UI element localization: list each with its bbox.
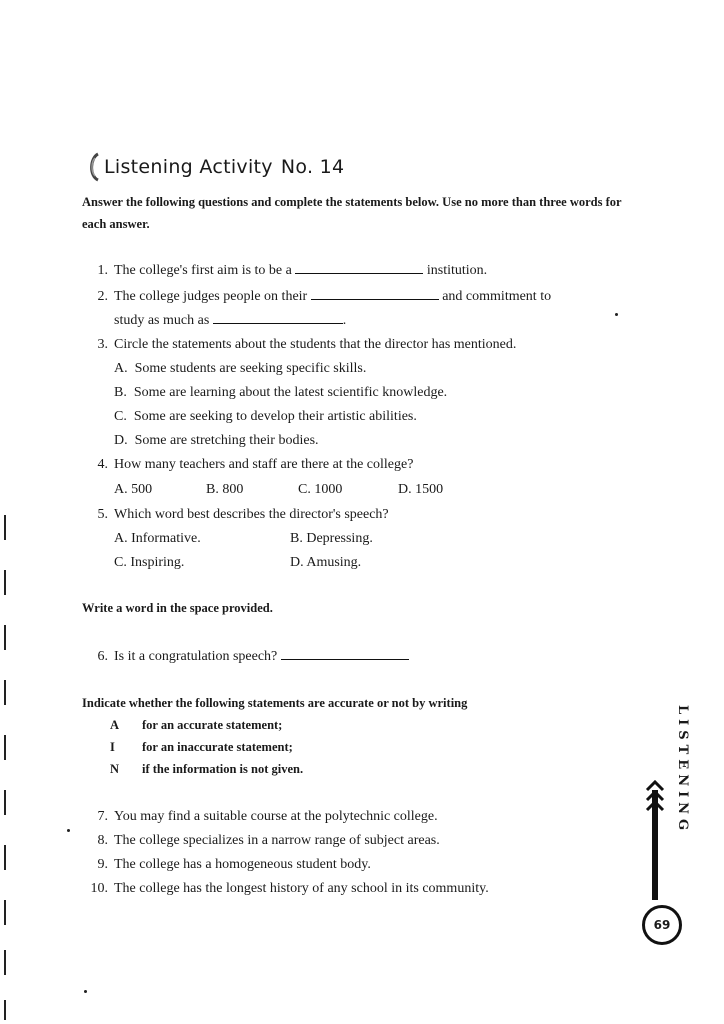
key-not-given: N if the information is not given. [110,762,304,776]
scan-dot [84,990,87,993]
option-3a[interactable]: A. Some students are seeking specific skills. [114,361,367,376]
question-9: 9. The college has a homogeneous student body. [97,857,371,872]
page-title [86,152,344,182]
question-2-continued: study as much as . [114,309,346,333]
question-5-options-row2 [114,551,514,575]
question-7: 7. You may find a suitable course at the polytechnic college. [97,809,438,824]
question-5-options-row1 [114,527,514,551]
question-8: 8. The college specializes in a narrow range of subject areas. [97,833,440,848]
answer-blank-2a[interactable] [311,285,439,300]
title-word-activity: Activity [199,156,273,178]
question-4-options [114,478,514,502]
key-accurate: A for an accurate statement; [110,718,283,732]
question-10: 10. The college has the longest history of any school in its community. [90,881,489,896]
option-5a[interactable]: A. Informative. [114,531,201,546]
question-3: 3. Circle the statements about the students that the director has mentioned. [97,337,517,352]
option-4c[interactable]: C. 1000 [298,482,343,497]
margin-mark [4,680,6,705]
question-1: 1. The college's first aim is to be a institution. [82,259,487,283]
question-4: 4. How many teachers and staff are there at the college? [97,457,414,472]
margin-mark [4,845,6,870]
option-5c[interactable]: C. Inspiring. [114,555,185,570]
side-decoration-bar [652,790,658,900]
margin-mark [4,950,6,975]
scan-dot [615,313,618,316]
instructions-indicate: Indicate whether the following statements are accurate or not by writing [82,696,468,710]
instructions-write-word: Write a word in the space provided. [82,601,273,615]
option-3c[interactable]: C. Some are seeking to develop their artistic abilities. [114,409,417,424]
margin-mark [4,515,6,540]
key-inaccurate: I for an inaccurate statement; [110,740,293,754]
page-number: 69 [642,905,682,945]
section-side-label: LISTENING [675,705,690,836]
option-4a[interactable]: A. 500 [114,482,153,497]
margin-mark [4,735,6,760]
activity-number: No. 14 [280,156,345,178]
question-2: 2. The college judges people on their and commitment to [82,285,551,309]
scan-dot [67,829,70,832]
option-3b[interactable]: B. Some are learning about the latest scientific knowledge. [114,385,448,400]
margin-mark [4,1000,6,1020]
answer-blank-1[interactable] [295,259,423,274]
option-5d[interactable]: D. Amusing. [290,555,362,570]
margin-mark [4,625,6,650]
question-6: 6. Is it a congratulation speech? [82,645,409,669]
option-4b[interactable]: B. 800 [206,482,244,497]
option-4d[interactable]: D. 1500 [398,482,444,497]
margin-mark [4,570,6,595]
title-word-listening: Listening [104,156,194,178]
answer-blank-2b[interactable] [213,309,343,324]
bracket-ornament-icon [86,152,100,182]
option-3d[interactable]: D. Some are stretching their bodies. [114,433,319,448]
instructions-main: Answer the following questions and complete the statements below. Use no more than three words for each answer. [82,195,622,231]
margin-mark [4,900,6,925]
question-5: 5. Which word best describes the director's speech? [97,507,389,522]
option-5b[interactable]: B. Depressing. [290,531,373,546]
margin-mark [4,790,6,815]
answer-blank-6[interactable] [281,645,409,660]
